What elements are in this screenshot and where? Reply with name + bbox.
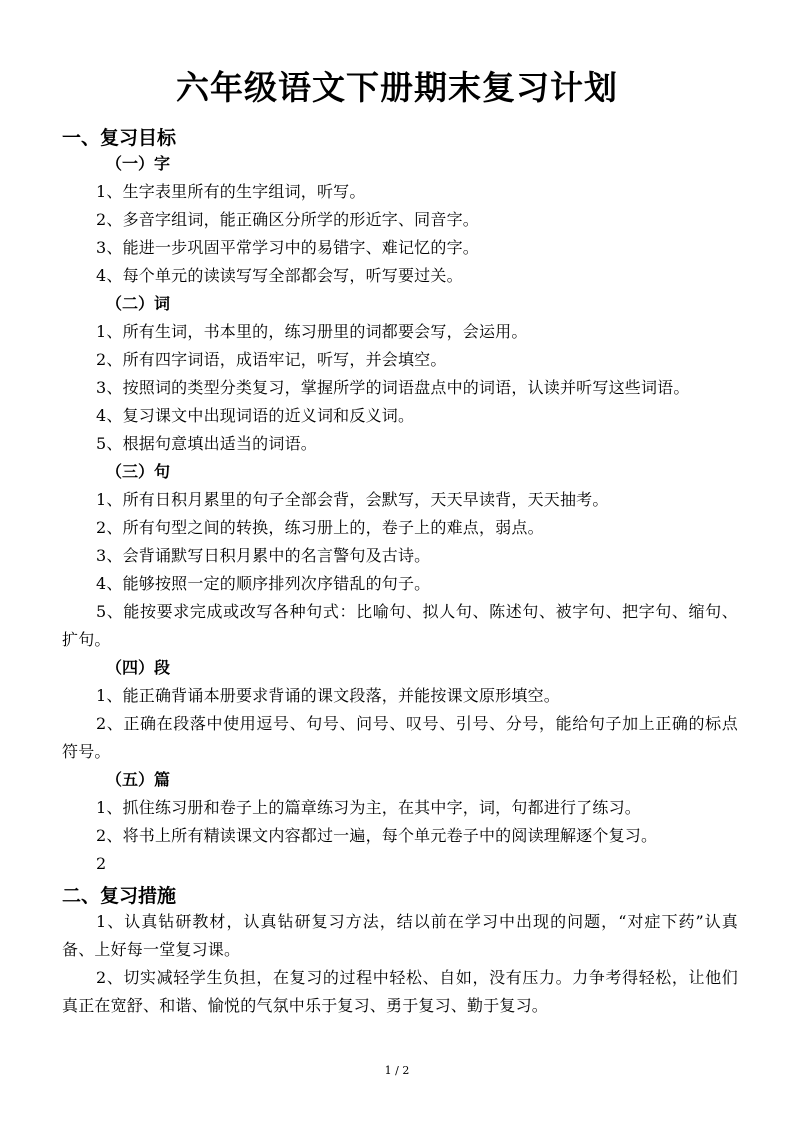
list-item: 2、所有四字词语，成语牢记，听写，并会填空。 (96, 350, 447, 369)
list-item: 1、所有日积月累里的句子全部会背，会默写，天天早读背，天天抽考。 (96, 490, 609, 509)
list-item: 2、正确在段落中使用逗号、句号、问号、叹号、引号、分号，能给句子加上正确的标点符号。 (62, 714, 738, 761)
document-body (62, 120, 738, 1020)
list-item: 3、会背诵默写日积月累中的名言警句及古诗。 (96, 546, 431, 565)
list-item: 2、多音字组词，能正确区分所学的形近字、同音字。 (96, 210, 479, 229)
list-item: 1、生字表里所有的生字组词，听写。 (96, 182, 366, 201)
subsection-heading-words: （二）词 (106, 294, 171, 313)
list-item: 2、将书上所有精读课文内容都过一遍，每个单元卷子中的阅读理解逐个复习。 (96, 826, 658, 845)
list-item: 4、能够按照一定的顺序排列次序错乱的句子。 (96, 574, 431, 593)
list-item: 1、能正确背诵本册要求背诵的课文段落，并能按课文原形填空。 (96, 686, 560, 705)
list-item: 2 (96, 854, 107, 873)
subsection-heading-characters: （一）字 (106, 154, 171, 173)
subsection-heading-sentences: （三）句 (106, 462, 171, 481)
section-heading-measures: 二、复习措施 (62, 885, 177, 907)
list-item: 1、认真钻研教材，认真钻研复习方法，结以前在学习中出现的问题，“对症下药”认真备、上好每一堂复习课。 (62, 912, 738, 959)
list-item: 4、复习课文中出现词语的近义词和反义词。 (96, 406, 415, 425)
list-item: 3、按照词的类型分类复习，掌握所学的词语盘点中的词语，认读并听写这些词语。 (96, 378, 690, 397)
list-item: 5、根据句意填出适当的词语。 (96, 434, 317, 453)
section-heading-goals: 一、复习目标 (62, 127, 177, 149)
list-item: 5、能按要求完成或改写各种句式：比喻句、拟人句、陈述句、被字句、把字句、缩句、扩句。 (62, 602, 738, 649)
list-item: 2、切实减轻学生负担，在复习的过程中轻松、自如，没有压力。力争考得轻松，让他们真正在宽舒、和谐、愉悦的气氛中乐于复习、勇于复习、勤于复习。 (62, 968, 738, 1015)
page-title: 六年级语文下册期末复习计划 (176, 68, 618, 107)
list-item: 4、每个单元的读读写写全部都会写，听写要过关。 (96, 266, 463, 285)
page-number: 1 / 2 (384, 1064, 410, 1077)
list-item: 2、所有句型之间的转换，练习册上的，卷子上的难点，弱点。 (96, 518, 544, 537)
subsection-heading-passages: （五）篇 (106, 770, 171, 789)
list-item: 1、抓住练习册和卷子上的篇章练习为主，在其中字，词，句都进行了练习。 (96, 798, 641, 817)
list-item: 1、所有生词，书本里的，练习册里的词都要会写，会运用。 (96, 322, 528, 341)
subsection-heading-paragraphs: （四）段 (106, 658, 171, 677)
list-item: 3、能进一步巩固平常学习中的易错字、难记忆的字。 (96, 238, 479, 257)
